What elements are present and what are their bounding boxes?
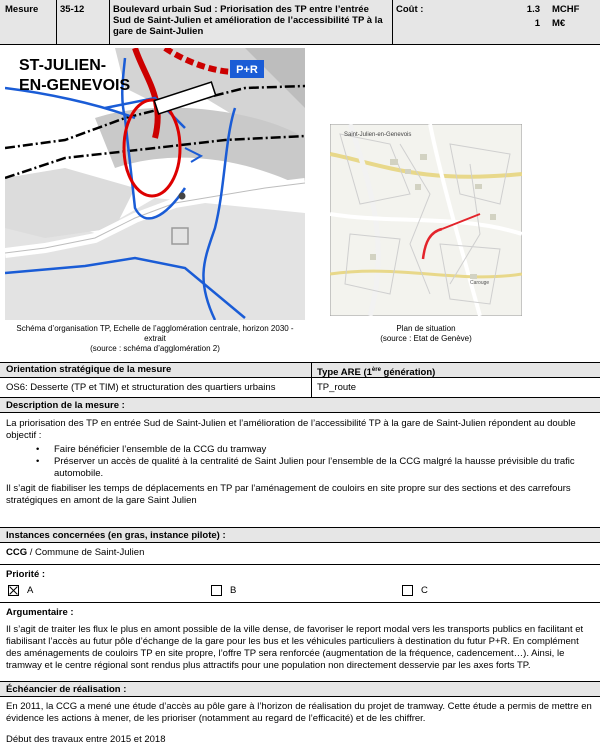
argumentaire-text: Il s’agit de traiter les flux le plus en amont possible de la ville dense, de favoriser le report modal vers les transports publics en facilitant et fiabilisant l’accès au futur pôle d’échange de la gare pour les bus et les véhicules particuliers à destination du futur P+R. En complément des aménagements de couloirs TP en site propre, l’offre TP sera renforcée (augmentation de la fréquence, cadencement…). Ainsi, le tramway et le centre régional sont rendus plus attractifs pour une population non directement desservie par les axes forts TP. — [6, 624, 584, 671]
unit-chf: MCHF — [552, 4, 580, 15]
schema-caption: Schéma d’organisation TP, Echelle de l’agglomération centrale, horizon 2030 - extrait (source : schéma d’agglomération 2) — [16, 324, 294, 353]
map-title-1: ST-JULIEN- — [19, 57, 107, 74]
schema-map — [5, 48, 305, 320]
situation-map — [330, 124, 522, 316]
checkbox-icon[interactable] — [211, 585, 222, 596]
echeancier-text: En 2011, la CCG a mené une étude d’accès au pôle gare à l’horizon de réalisation du projet de tramway. Cette étude a permis de mettre en évidence les actions à mener, de les prioriser (notamment au regard de l’efficacité) et de les chiffrer. — [6, 701, 592, 724]
description-bullet: • Préserver un accès de qualité à la centralité de Saint Julien pour l’ensemble de la CCG malgré la hausse prévisible du trafic automobile. — [30, 456, 591, 480]
cout-label: Coût : — [396, 4, 424, 15]
situation-caption: Plan de situation (source : Etat de Genève) — [380, 324, 472, 343]
situation-map-label: Saint-Julien-en-Genevois — [344, 132, 412, 138]
mesure-label: Mesure — [5, 4, 39, 15]
cost-chf: 1.3 — [526, 4, 540, 15]
cost-eur: 1 — [534, 18, 540, 29]
map-title-2: EN-GENEVOIS — [19, 77, 131, 94]
description-bullets — [30, 444, 591, 480]
type-are-label: Type ARE (1ère génération) — [317, 367, 436, 379]
description-bullet: • Faire bénéficier l’ensemble de la CCG du tramway — [30, 444, 591, 456]
orientation-label: Orientation stratégique de la mesure — [6, 364, 172, 375]
checkbox-checked-icon[interactable] — [8, 585, 19, 596]
echeancier-label: Échéancier de réalisation : — [6, 684, 127, 695]
unit-eur: M€ — [552, 18, 566, 29]
mesure-id: 35-12 — [60, 4, 85, 15]
checkbox-icon[interactable] — [402, 585, 413, 596]
header-bar — [0, 0, 600, 44]
instances-label: Instances concernées (en gras, instance pilote) : — [6, 530, 226, 541]
orientation-value: OS6: Desserte (TP et TIM) et structuration des quartiers urbains — [6, 382, 276, 393]
description-intro: La priorisation des TP en entrée Sud de Saint-Julien et l’amélioration de l’accessibilité TP à la gare de Saint-Julien répondent au double objectif : — [6, 418, 576, 441]
echeancier-debut: Début des travaux entre 2015 et 2018 — [6, 734, 166, 745]
priorite-option-b[interactable]: B — [211, 585, 236, 597]
description-label: Description de la mesure : — [6, 400, 125, 411]
situation-map-label-2: Carouge — [470, 280, 490, 286]
instances-value: CCG / Commune de Saint-Julien — [6, 547, 145, 558]
type-are-value: TP_route — [317, 382, 357, 393]
description-outro: Il s’agit de fiabiliser les temps de déplacements en TP par l’aménagement de couloirs en site propre sur des sections et des carrefours stratégiques en amont de la gare Saint Julien — [6, 483, 571, 506]
situation-map-svg — [330, 124, 522, 316]
schema-map-svg — [5, 48, 305, 320]
priorite-option-c[interactable]: C — [402, 585, 428, 597]
mesure-title: Boulevard urbain Sud : Priorisation des TP entre l’entrée Sud de Saint-Julien et amélioration de l’accessibilité TP à la gare de Saint-Julien — [113, 4, 383, 37]
argumentaire-label: Argumentaire : — [6, 607, 74, 618]
description-body — [6, 418, 591, 507]
priorite-option-a[interactable]: A — [8, 585, 33, 597]
priorite-label: Priorité : — [6, 569, 46, 580]
pr-badge: P+R — [236, 64, 258, 76]
